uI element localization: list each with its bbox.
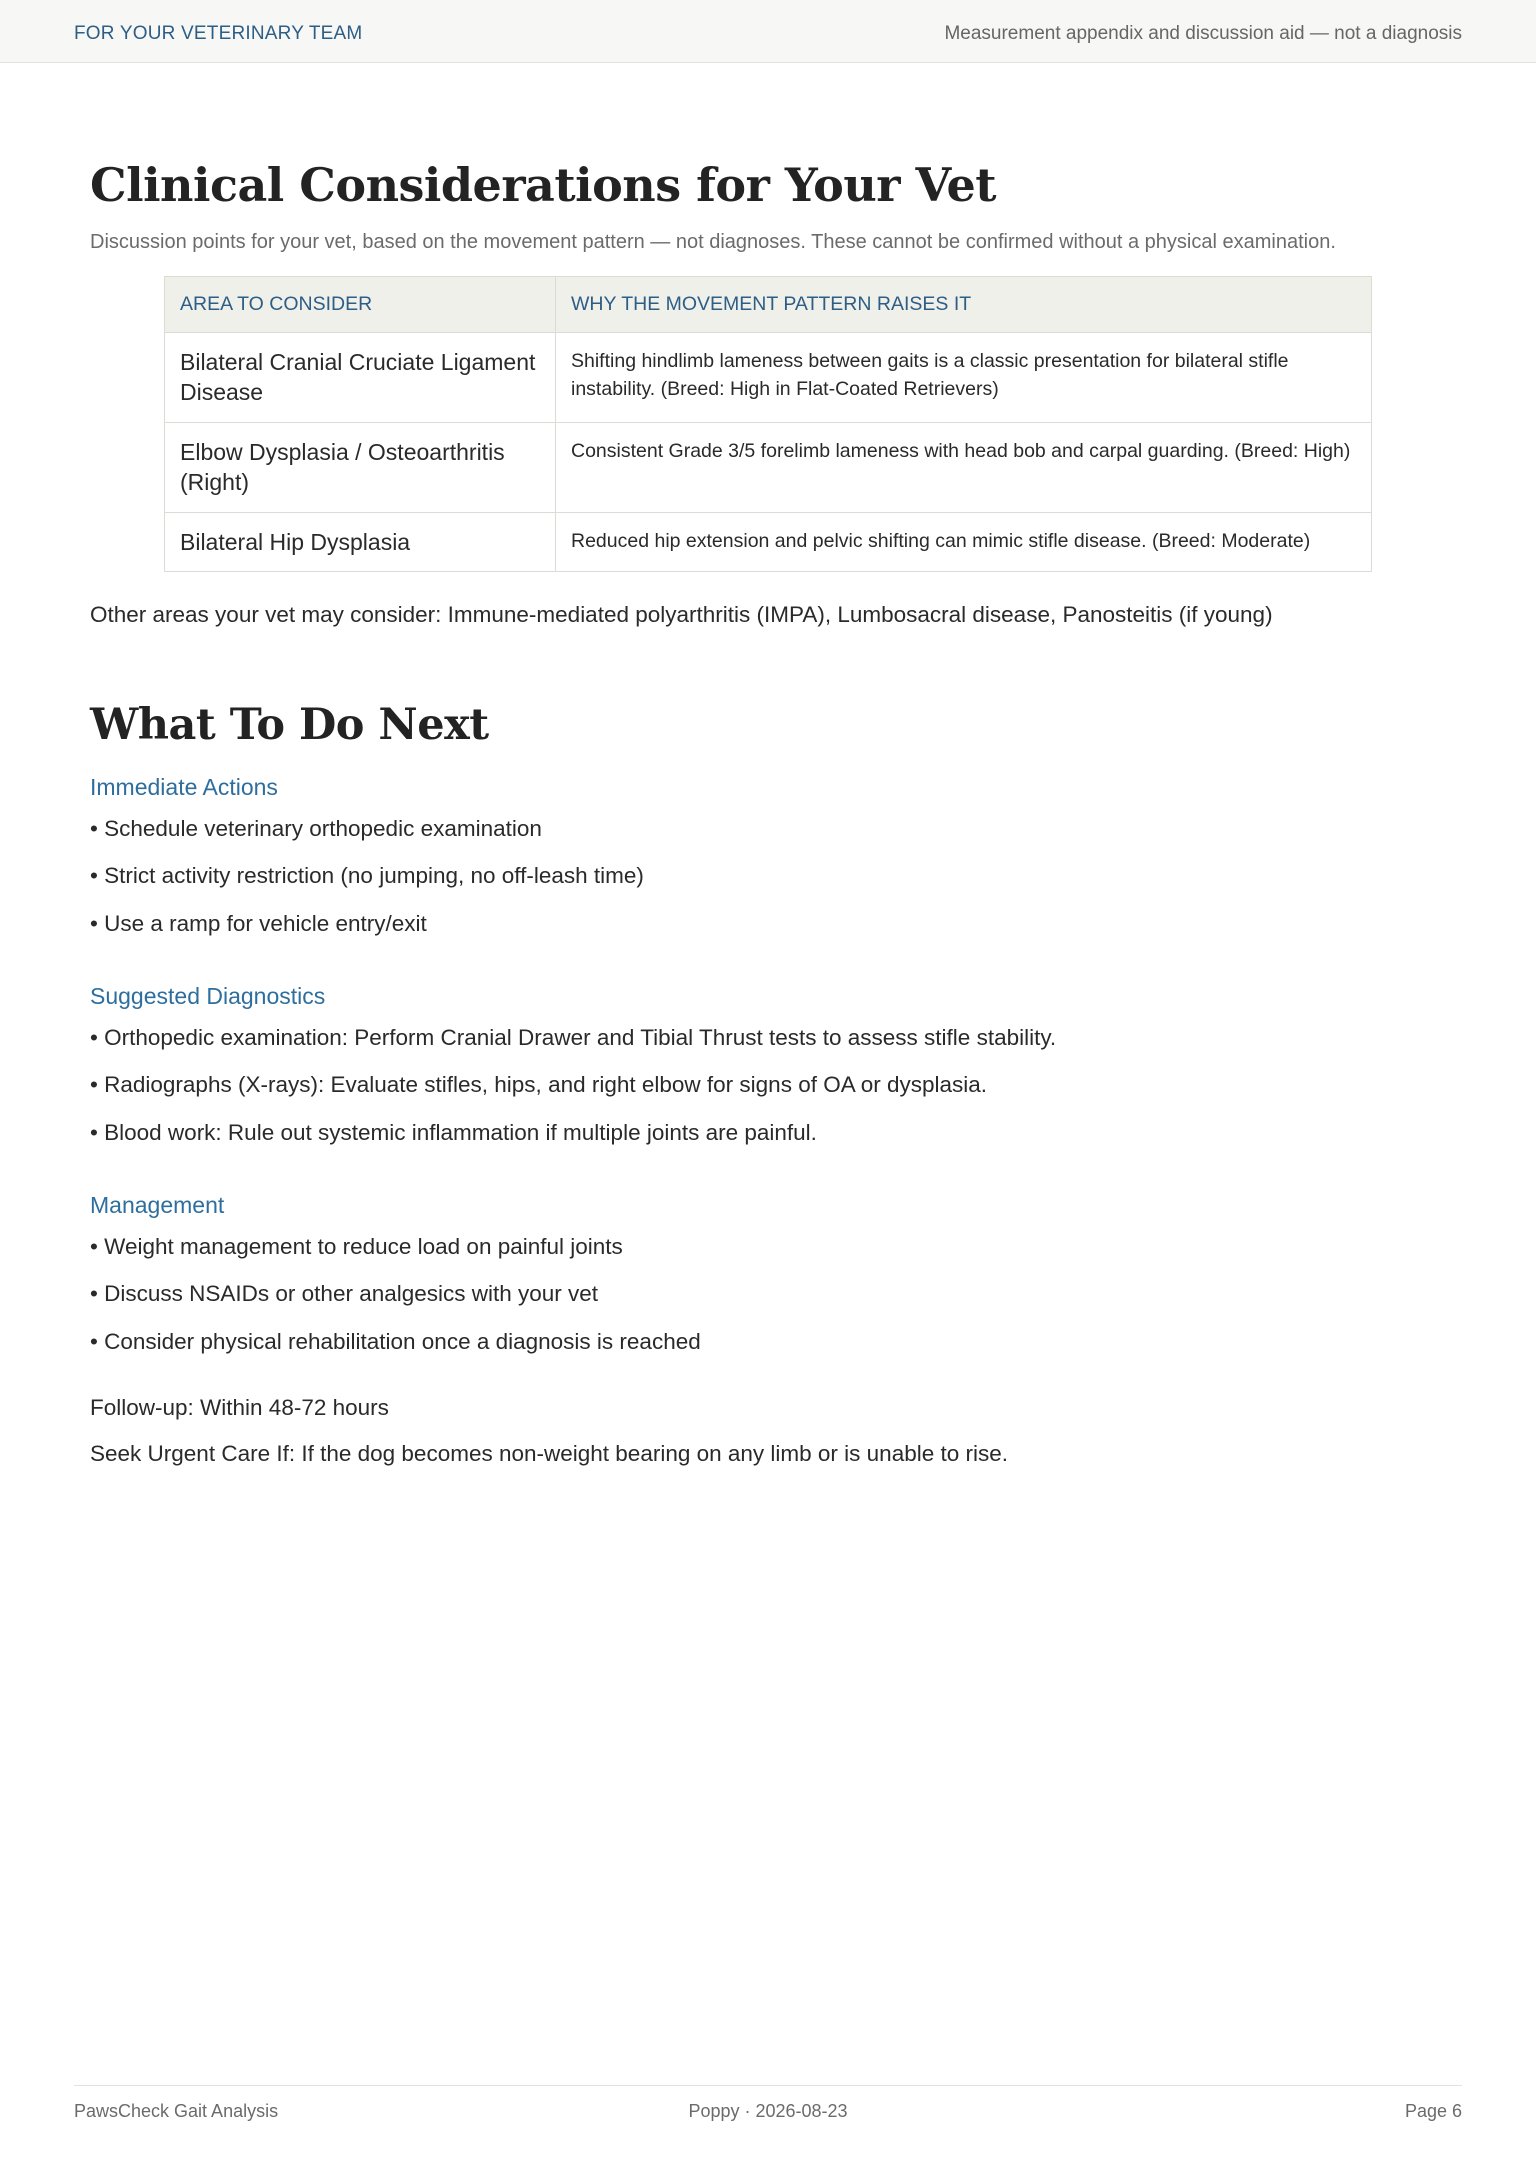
table-header-row (165, 276, 1372, 332)
page-content (90, 160, 1470, 1467)
suggested-diagnostics-list (90, 1024, 1470, 1146)
table-row (165, 332, 1372, 422)
column-header-area: AREA TO CONSIDER (165, 276, 556, 332)
header-audience-label: FOR YOUR VETERINARY TEAM (74, 23, 363, 44)
reason-cell: Reduced hip extension and pelvic shifting can mimic stifle disease. (Breed: Moderate) (556, 512, 1372, 572)
list-item: • Consider physical rehabilitation once a diagnosis is reached (90, 1328, 701, 1354)
list-item: • Weight management to reduce load on painful joints (90, 1233, 623, 1259)
next-steps-title: What To Do Next (90, 700, 489, 751)
reason-cell: Shifting hindlimb lameness between gaits is a classic presentation for bilateral stifle instability. (Breed: High in Flat-Coated Retrievers) (556, 332, 1372, 422)
list-item: • Radiographs (X-rays): Evaluate stifles, hips, and right elbow for signs of OA or dysplasia. (90, 1072, 988, 1098)
list-item: • Orthopedic examination: Perform Cranial Drawer and Tibial Thrust tests to assess stifle stability. (90, 1024, 1057, 1050)
clinical-considerations-title: Clinical Considerations for Your Vet (90, 158, 997, 212)
area-cell: Bilateral Hip Dysplasia (165, 512, 556, 572)
area-cell: Elbow Dysplasia / Osteoarthritis (Right) (165, 422, 556, 512)
other-considerations: Other areas your vet may consider: Immune-mediated polyarthritis (IMPA), Lumbosacral disease, Panosteitis (if young) (90, 602, 1273, 628)
immediate-actions-heading: Immediate Actions (90, 773, 278, 800)
footer-app-name: PawsCheck Gait Analysis (74, 2101, 279, 2121)
footer-patient-date: Poppy · 2026-08-23 (688, 2101, 848, 2121)
page-header (0, 0, 1536, 63)
header-disclaimer: Measurement appendix and discussion aid — not a diagnosis (944, 23, 1462, 44)
page-footer (74, 2085, 1462, 2136)
urgent-care-text: Seek Urgent Care If: If the dog becomes non-weight bearing on any limb or is unable to rise. (90, 1440, 1009, 1466)
table-row (165, 422, 1372, 512)
immediate-actions-list (90, 815, 1470, 937)
suggested-diagnostics-heading: Suggested Diagnostics (90, 982, 326, 1009)
table-row (165, 512, 1372, 572)
reason-cell: Consistent Grade 3/5 forelimb lameness with head bob and carpal guarding. (Breed: High) (556, 422, 1372, 512)
area-cell: Bilateral Cranial Cruciate Ligament Disease (165, 332, 556, 422)
list-item: • Blood work: Rule out systemic inflammation if multiple joints are painful. (90, 1119, 817, 1145)
clinical-considerations-subtitle: Discussion points for your vet, based on the movement pattern — not diagnoses. These cannot be confirmed without a physical examination. (90, 230, 1336, 253)
list-item: • Use a ramp for vehicle entry/exit (90, 910, 427, 936)
list-item: • Discuss NSAIDs or other analgesics with your vet (90, 1281, 599, 1307)
management-list (90, 1233, 1470, 1355)
column-header-reason: WHY THE MOVEMENT PATTERN RAISES IT (556, 276, 1372, 332)
list-item: • Schedule veterinary orthopedic examination (90, 815, 542, 841)
footer-page-number: Page 6 (1404, 2101, 1462, 2121)
follow-up-text: Follow-up: Within 48-72 hours (90, 1394, 389, 1420)
list-item: • Strict activity restriction (no jumping, no off-leash time) (90, 863, 644, 889)
management-heading: Management (90, 1191, 225, 1218)
considerations-table (164, 276, 1372, 573)
